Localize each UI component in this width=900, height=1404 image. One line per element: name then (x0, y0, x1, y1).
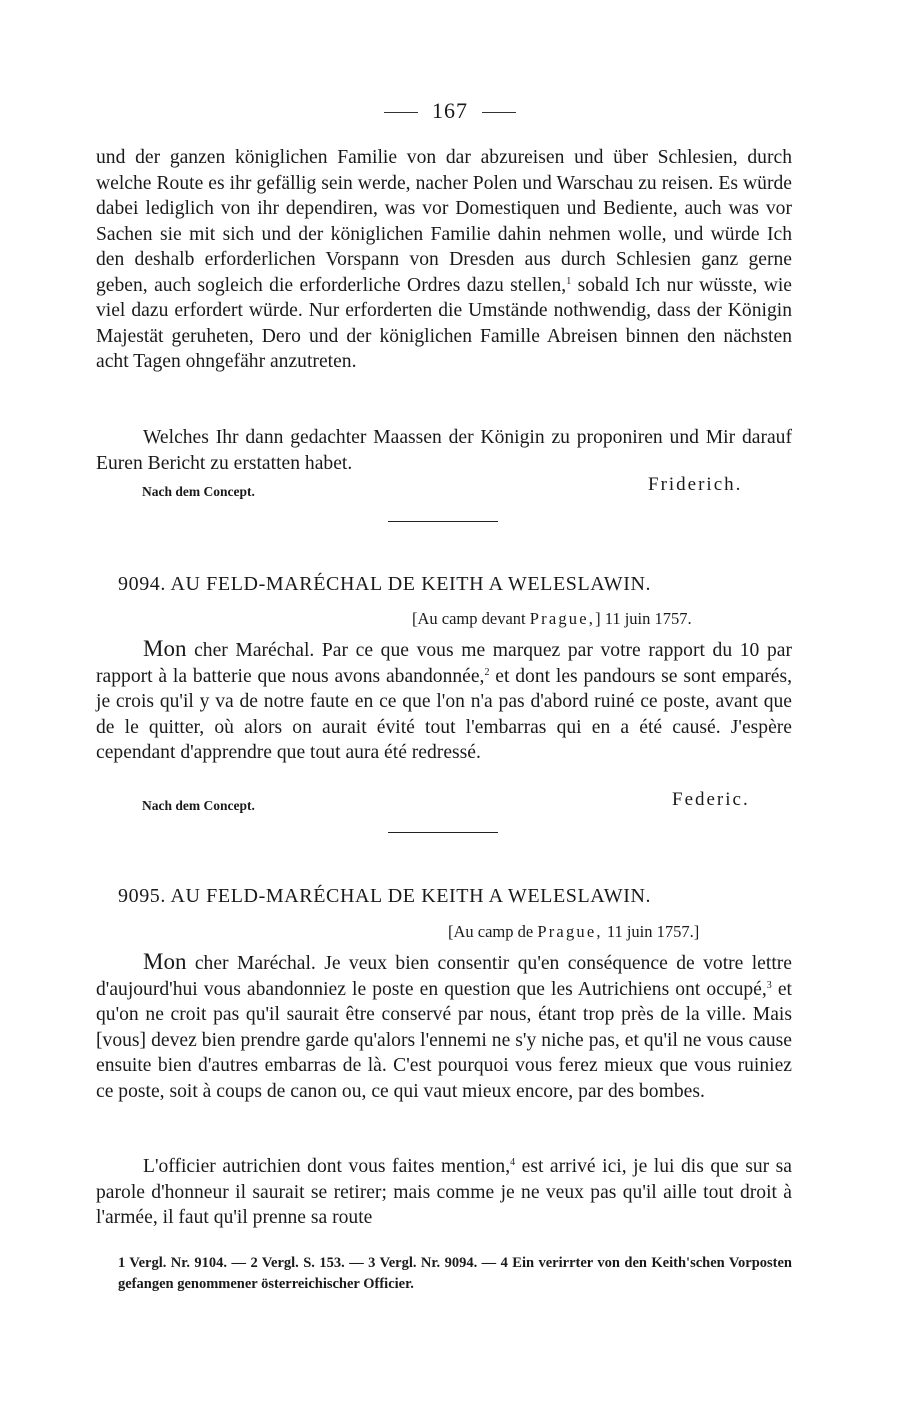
page-number (0, 98, 900, 124)
letter-heading-9094: 9094. AU FELD-MARÉCHAL DE KEITH A WELESLAWIN. (118, 573, 652, 595)
source-note-2: Nach dem Concept. (142, 798, 255, 813)
footnotes: 1 Vergl. Nr. 9104. — 2 Vergl. S. 153. — 3 Vergl. Nr. 9094. — 4 Ein verirrter von den Keith'schen Vorposten gefangen genommener österreichischer Officier. (118, 1255, 792, 1292)
page-number-dash-left (384, 112, 418, 113)
letter-heading-9095: 9095. AU FELD-MARÉCHAL DE KEITH A WELESLAWIN. (118, 885, 652, 907)
continuation-paragraph: und der ganzen königlichen Familie von dar abzureisen und über Schlesien, durch welche Route es ihr gefällig sein werde, nacher Polen und Warschau zu reisen. Es würde dabei lediglich von ihr dependiren, was vor Domestiquen und Bediente, auch was vor Sachen sie mit sich und der königlichen Familie dahin nehmen wolle, und würde Ich den deshalb erforderlichen Vorspann von Dresden aus durch Schlesien ganz gerne geben, auch sogleich die erforderliche Ordres dazu stellen,$^1$ sobald Ich nur wüsste, wie viel dazu erfordert würde. Nur erforderten die Umstände nothwendig, dass der Königin Majestät geruheten, Dero und der königlichen Famille Abreisen binnen den nächsten acht Tagen ohngefähr anzutreten. (96, 147, 793, 372)
signature-federic: Federic. (672, 789, 750, 810)
page-number-dash-right (482, 112, 516, 113)
page-number-text: 167 (432, 98, 468, 123)
source-note-1: Nach dem Concept. (142, 484, 255, 499)
section-divider-2 (388, 832, 498, 833)
footnote-marker-2: 2 (484, 666, 490, 678)
closing-paragraph: Welches Ihr dann gedachter Maassen der Königin zu proponiren und Mir darauf Euren Bericht zu erstatten habet. (96, 427, 792, 474)
footnote-marker-1: 1 (566, 275, 572, 287)
letter-body-9095: Mon cher Maréchal. Je veux bien consentir qu'en conséquence de votre lettre d'aujourd'hui vous abandonniez le poste en question que les Autrichiens ont occupé,$^3$ et qu'on ne croit pas qu'il saurait être conservé par nous, étant trop près de la ville. Mais [vous] devez bien prendre garde qu'alors l'ennemi ne s'y niche pas, et qu'il ne vous cause ensuite bien d'autres embarras de là. C'est pourquoi vous ferez mieux que vous ruiniez ce poste, soit à coups de canon ou, ce qui vaut mieux encore, par des bombes. (96, 949, 792, 1102)
letter-body-9094: Mon cher Maréchal. Par ce que vous me marquez par votre rapport du 10 par rapport à la batterie que nous avons abandonnée,$^2$ et dont les pandours se sont emparés, je crois qu'il y va de notre faute en ce que l'on n'a pas d'abord ruiné ce poste, avant que de le quitter, où alors on aurait évité tout l'embarras qui en a été causé. J'espère cependant d'apprendre que tout aura été redressé. (96, 636, 792, 763)
section-divider-1 (388, 521, 498, 522)
letter-body-9095-paragraph-2: L'officier autrichien dont vous faites mention,$^4$ est arrivé ici, je lui dis que sur sa parole d'honneur il saurait se retirer; mais comme je ne veux pas qu'il aille tout droit à l'armée, il faut qu'il prenne sa route (96, 1156, 792, 1228)
signature-friderich: Friderich. (648, 474, 743, 495)
footnote-marker-4: 4 (510, 1157, 516, 1168)
footnote-marker-3: 3 (766, 979, 772, 991)
dateline-9094: [Au camp devant Prague,] 11 juin 1757. (412, 609, 692, 628)
dateline-9095: [Au camp de Prague, 11 juin 1757.] (448, 922, 700, 941)
